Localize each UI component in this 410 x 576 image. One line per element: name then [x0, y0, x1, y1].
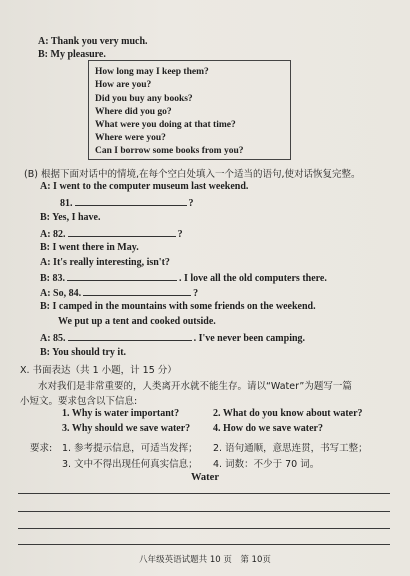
dialog-b-line-10: We put up a tent and cooked outside. — [58, 316, 216, 327]
option-5: What were you doing at that time? — [95, 120, 236, 130]
dialog-b-line-3: B: Yes, I have. — [40, 212, 101, 223]
options-box — [88, 60, 291, 160]
blank-84: A: So, 84. ? — [40, 288, 199, 299]
hint-1: 1. Why is water important? — [62, 408, 180, 419]
writing-line — [18, 544, 390, 545]
hint-3: 3. Why should we save water? — [62, 423, 191, 434]
dialog-b-line-1: A: I went to the computer museum last weekend. — [40, 181, 249, 192]
option-1: How long may I keep them? — [95, 67, 209, 77]
requirement-1: 1. 参考提示信息，可适当发挥； — [62, 443, 198, 454]
dialog-b-line-9: B: I camped in the mountains with some friends on the weekend. — [40, 301, 316, 312]
option-2: How are you? — [95, 80, 152, 90]
section-x-prompt-1: 水对我们是非常重要的，人类离开水就不能生存。请以“Water”为题写一篇 — [38, 381, 352, 392]
hint-2: 2. What do you know about water? — [213, 408, 363, 419]
requirements-label: 要求: — [30, 443, 53, 454]
writing-line — [18, 493, 390, 494]
dialog-line-b: B: My pleasure. — [38, 49, 106, 60]
blank-81-line — [75, 196, 187, 206]
option-6: Where were you? — [95, 133, 166, 143]
blank-83: B: 83. . I love all the old computers there. — [40, 273, 327, 284]
requirement-3: 3. 文中不得出现任何真实信息； — [62, 459, 198, 470]
blank-85-line — [68, 331, 192, 341]
blank-84-line — [83, 286, 191, 296]
blank-82: A: 82. ? — [40, 229, 183, 240]
dialog-line-a: A: Thank you very much. — [38, 36, 148, 47]
option-3: Did you buy any books? — [95, 94, 193, 104]
hint-4: 4. How do we save water? — [213, 423, 323, 434]
option-7: Can I borrow some books from you? — [95, 146, 244, 156]
section-x-header: X. 书面表达（共 1 小题，计 15 分） — [20, 365, 177, 376]
section-b-instruction: (B) 根据下面对话中的情境,在每个空白处填入一个适当的语句,使对话恢复完整。 — [24, 169, 361, 180]
blank-81: 81. ? — [60, 198, 194, 209]
blank-82-line — [68, 227, 176, 237]
blank-85: A: 85. . I've never been camping. — [40, 333, 306, 344]
essay-title: Water — [191, 472, 219, 483]
writing-line — [18, 511, 390, 512]
blank-83-line — [67, 271, 177, 281]
dialog-b-line-6: A: It's really interesting, isn't? — [40, 257, 170, 268]
requirement-4: 4. 词数：不少于 70 词。 — [213, 459, 320, 470]
dialog-b-line-5: B: I went there in May. — [40, 242, 139, 253]
page-footer: 八年级英语试题共 10 页 第 10页 — [139, 555, 271, 565]
writing-line — [18, 528, 390, 529]
option-4: Where did you go? — [95, 107, 172, 117]
dialog-b-line-12: B: You should try it. — [40, 347, 127, 358]
requirement-2: 2. 语句通顺，意思连贯，书写工整； — [213, 443, 368, 454]
section-x-prompt-2: 小短文。要求包含以下信息: — [20, 396, 138, 407]
